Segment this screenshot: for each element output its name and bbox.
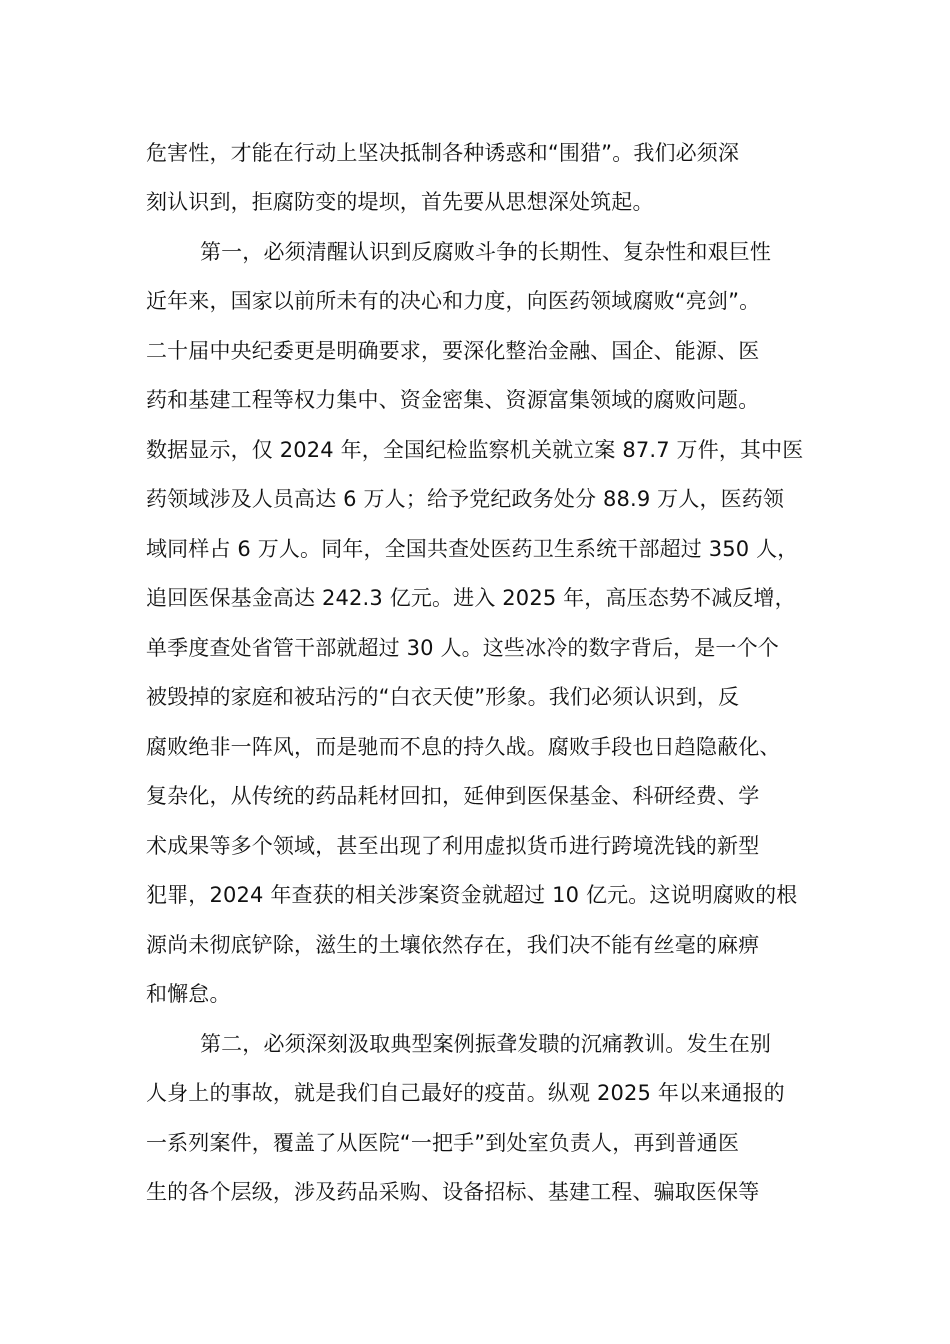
text-line: 腐败绝非一阵风，而是驰而不息的持久战。腐败手段也日趋隐蔽化、 <box>146 735 781 759</box>
paragraph-heading-second: 第二，必须深刻汲取典型案例振聋发聩的沉痛教训。发生在别 <box>200 1032 772 1056</box>
text-line: 药领域涉及人员高达 6 万人；给予党纪政务处分 88.9 万人，医药领 <box>146 487 785 511</box>
text-line: 刻认识到，拒腐防变的堤坝，首先要从思想深处筑起。 <box>146 190 654 214</box>
text-line: 和懈怠。 <box>146 982 231 1006</box>
text-line: 一系列案件，覆盖了从医院“一把手”到处室负责人，再到普通医 <box>146 1131 740 1155</box>
text-line: 追回医保基金高达 242.3 亿元。进入 2025 年，高压态势不减反增， <box>146 586 796 610</box>
text-line: 术成果等多个领域，甚至出现了利用虚拟货币进行跨境洗钱的新型 <box>146 834 760 858</box>
text-line: 人身上的事故，就是我们自己最好的疫苗。纵观 2025 年以来通报的 <box>146 1081 785 1105</box>
text-line: 单季度查处省管干部就超过 30 人。这些冰冷的数字背后，是一个个 <box>146 636 779 660</box>
text-line: 被毁掉的家庭和被玷污的“白衣天使”形象。我们必须认识到，反 <box>146 685 740 709</box>
text-line: 犯罪，2024 年查获的相关涉案资金就超过 10 亿元。这说明腐败的根 <box>146 883 798 907</box>
text-line: 二十届中央纪委更是明确要求，要深化整治金融、国企、能源、医 <box>146 339 760 363</box>
text-line: 药和基建工程等权力集中、资金密集、资源富集领域的腐败问题。 <box>146 388 760 412</box>
text-line: 源尚未彻底铲除，滋生的土壤依然存在，我们决不能有丝毫的麻痹 <box>146 933 760 957</box>
text-line: 危害性，才能在行动上坚决抵制各种诱惑和“围猎”。我们必须深 <box>146 141 740 165</box>
text-line: 生的各个层级，涉及药品采购、设备招标、基建工程、骗取医保等 <box>146 1180 760 1204</box>
text-line: 复杂化，从传统的药品耗材回扣，延伸到医保基金、科研经费、学 <box>146 784 760 808</box>
paragraph-heading-first: 第一，必须清醒认识到反腐败斗争的长期性、复杂性和艰巨性 <box>200 240 772 264</box>
text-line: 数据显示，仅 2024 年，全国纪检监察机关就立案 87.7 万件，其中医 <box>146 438 804 462</box>
text-line: 域同样占 6 万人。同年，全国共查处医药卫生系统干部超过 350 人， <box>146 537 799 561</box>
text-line: 近年来，国家以前所未有的决心和力度，向医药领域腐败“亮剑”。 <box>146 289 761 313</box>
